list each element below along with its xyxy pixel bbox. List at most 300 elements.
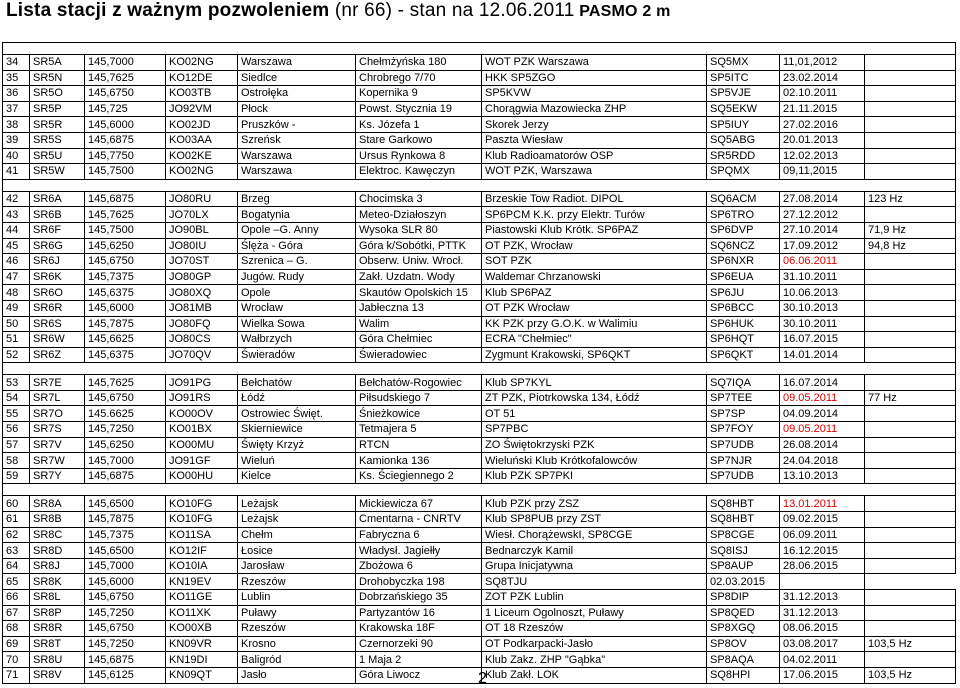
cell-valid-until: 13.10.2013: [780, 468, 865, 484]
cell-city: Szrenica – G.: [238, 254, 356, 270]
cell-callsign: SR6B: [30, 207, 85, 223]
cell-operator: SP5KVW: [482, 86, 707, 102]
cell-address: Wysoka SLR 80: [356, 222, 482, 238]
table-row: [3, 375, 956, 391]
cell-responsible: SP6DVP: [707, 222, 780, 238]
cell-locator: KO02NG: [166, 164, 238, 180]
cell-callsign: SR6R: [30, 300, 85, 316]
cell-callsign: SR7E: [30, 375, 85, 391]
cell-valid-until: 26.08.2014: [780, 437, 865, 453]
table-row: [3, 254, 956, 270]
cell-ctcss: 77 Hz: [865, 390, 956, 406]
cell-operator: Chorągwia Mazowiecka ZHP: [482, 101, 707, 117]
cell-address: Świeradowiec: [356, 347, 482, 363]
gap-cell: [356, 43, 482, 55]
cell-city: Kielce: [238, 468, 356, 484]
cell-valid-until: 04.09.2014: [780, 406, 865, 422]
cell-operator: WOT PZK Warszawa: [482, 55, 707, 71]
cell-operator: Klub Radioamatorów OSP: [482, 148, 707, 164]
cell-locator: KO12IF: [166, 543, 238, 559]
table-row: [3, 574, 956, 590]
cell-callsign: SR6J: [30, 254, 85, 270]
table-row: [3, 86, 956, 102]
cell-locator: KO03TB: [166, 86, 238, 102]
gap-cell: [707, 43, 780, 55]
cell-ctcss: [865, 55, 956, 71]
cell-ctcss: 103,5 Hz: [865, 636, 956, 652]
cell-city: Siedlce: [238, 70, 356, 86]
gap-cell: [865, 179, 956, 191]
cell-callsign: SR8T: [30, 636, 85, 652]
cell-city: Lublin: [238, 590, 356, 606]
cell-ctcss: 71,9 Hz: [865, 222, 956, 238]
cell-responsible: SQ8ISJ: [707, 543, 780, 559]
cell-city: Pruszków -: [238, 117, 356, 133]
table-row: [3, 191, 956, 207]
cell-city: Święty Krzyż: [238, 437, 356, 453]
cell-frequency: 145,6750: [85, 390, 166, 406]
table-row: [3, 132, 956, 148]
cell-nr: 58: [3, 453, 30, 469]
cell-address: Zbożowa 6: [356, 558, 482, 574]
cell-address: Kamionka 136: [356, 453, 482, 469]
cell-frequency: 145,6375: [85, 285, 166, 301]
cell-operator: Klub Zakz. ZHP "Gąbka": [482, 652, 707, 668]
cell-ctcss: 123 Hz: [865, 191, 956, 207]
cell-responsible: SP5IUY: [707, 117, 780, 133]
cell-valid-until: 31.10.2011: [780, 269, 865, 285]
cell-city: Rzeszów: [238, 574, 356, 590]
cell-frequency: 145,6500: [85, 496, 166, 512]
cell-frequency: 145,6000: [85, 574, 166, 590]
cell-operator: WOT PZK, Warszawa: [482, 164, 707, 180]
cell-locator: KN09QT: [166, 667, 238, 683]
table-row: [3, 269, 956, 285]
cell-callsign: SR8D: [30, 543, 85, 559]
cell-locator: KO00HU: [166, 468, 238, 484]
cell-responsible: SP7TEE: [707, 390, 780, 406]
gap-cell: [85, 179, 166, 191]
cell-locator: KO10FG: [166, 496, 238, 512]
cell-ctcss: [865, 527, 956, 543]
table-row: [3, 70, 956, 86]
cell-valid-until: 23.02.2014: [780, 70, 865, 86]
cell-city: Wałbrzych: [238, 332, 356, 348]
cell-valid-until: 13.01.2011: [780, 496, 865, 512]
cell-callsign: SR6O: [30, 285, 85, 301]
cell-responsible: SQ5EKW: [707, 101, 780, 117]
cell-frequency: 145,7500: [85, 164, 166, 180]
cell-city: Ślęża - Góra: [238, 238, 356, 254]
gap-cell: [865, 43, 956, 55]
cell-address: Ks. Ściegiennego 2: [356, 468, 482, 484]
cell-nr: 47: [3, 269, 30, 285]
cell-operator: Skorek Jerzy: [482, 117, 707, 133]
cell-valid-until: 20.01.2013: [780, 132, 865, 148]
cell-nr: 55: [3, 406, 30, 422]
cell-operator: OT Podkarpacki-Jasło: [482, 636, 707, 652]
cell-locator: KO03AA: [166, 132, 238, 148]
cell-responsible: SQ6NCZ: [707, 238, 780, 254]
table-row: [3, 117, 956, 133]
cell-operator: Grupa Inicjatywna: [482, 558, 707, 574]
cell-responsible: SP8XGQ: [707, 621, 780, 637]
cell-nr: 42: [3, 191, 30, 207]
cell-callsign: SR5O: [30, 86, 85, 102]
cell-frequency: 145,6000: [85, 300, 166, 316]
cell-city: Łódź: [238, 390, 356, 406]
gap-cell: [482, 179, 707, 191]
cell-callsign: SR6F: [30, 222, 85, 238]
table-row: [3, 558, 956, 574]
cell-frequency: 145,7500: [85, 222, 166, 238]
cell-nr: 59: [3, 468, 30, 484]
cell-nr: 65: [3, 574, 30, 590]
gap-cell: [166, 43, 238, 55]
cell-locator: JO91PG: [166, 375, 238, 391]
cell-callsign: SR6A: [30, 191, 85, 207]
gap-cell: [482, 484, 707, 496]
cell-nr: 62: [3, 527, 30, 543]
cell-nr: 56: [3, 422, 30, 438]
table-row: [3, 512, 956, 528]
cell-valid-until: 30.10.2013: [780, 300, 865, 316]
cell-callsign: SR6W: [30, 332, 85, 348]
cell-ctcss: [865, 543, 956, 559]
cell-nr: 45: [3, 238, 30, 254]
cell-frequency: 145,6875: [85, 468, 166, 484]
cell-ctcss: [865, 652, 956, 668]
cell-locator: JO80GP: [166, 269, 238, 285]
cell-address: Powst. Stycznia 19: [356, 101, 482, 117]
cell-responsible: SP7NJR: [707, 453, 780, 469]
cell-address: Walim: [356, 316, 482, 332]
cell-address: Kopernika 9: [356, 86, 482, 102]
gap-cell: [707, 363, 780, 375]
cell-ctcss: [865, 558, 956, 574]
cell-callsign: SR8C: [30, 527, 85, 543]
cell-address: Chełmżyńska 180: [356, 55, 482, 71]
cell-locator: JO80CS: [166, 332, 238, 348]
cell-nr: 48: [3, 285, 30, 301]
gap-cell: [3, 484, 30, 496]
cell-operator: SP7PBC: [482, 422, 707, 438]
gap-cell: [707, 484, 780, 496]
cell-callsign: SR5A: [30, 55, 85, 71]
table-row: [3, 101, 956, 117]
cell-callsign: SR8P: [30, 605, 85, 621]
table-row: [3, 527, 956, 543]
gap-cell: [780, 179, 865, 191]
cell-frequency: 145,7750: [85, 148, 166, 164]
cell-callsign: SR7Y: [30, 468, 85, 484]
cell-address: Śnieżkowice: [356, 406, 482, 422]
cell-valid-until: 27.02.2016: [780, 117, 865, 133]
cell-city: Jugów. Rudy: [238, 269, 356, 285]
cell-ctcss: [865, 148, 956, 164]
group-gap: [3, 179, 956, 191]
title-band: PASMO 2 m: [574, 3, 671, 20]
cell-operator: HKK SP5ZGO: [482, 70, 707, 86]
cell-callsign: SR6S: [30, 316, 85, 332]
cell-callsign: SR8U: [30, 652, 85, 668]
cell-valid-until: 31.12.2013: [780, 590, 865, 606]
cell-frequency: 145,6750: [85, 590, 166, 606]
cell-nr: 69: [3, 636, 30, 652]
cell-frequency: 145,7000: [85, 453, 166, 469]
cell-ctcss: [865, 496, 956, 512]
cell-responsible: SQ5MX: [707, 55, 780, 71]
cell-ctcss: [865, 86, 956, 102]
cell-callsign: SR6Z: [30, 347, 85, 363]
cell-address: Góra Liwocz: [356, 667, 482, 683]
cell-frequency: 145,6875: [85, 132, 166, 148]
cell-frequency: 145,6750: [85, 254, 166, 270]
cell-nr: 50: [3, 316, 30, 332]
cell-nr: 63: [3, 543, 30, 559]
cell-valid-until: 16.12.2015: [780, 543, 865, 559]
group-gap: [3, 43, 956, 55]
cell-responsible: SQ8HBT: [707, 496, 780, 512]
cell-nr: 35: [3, 70, 30, 86]
cell-locator: KO11GE: [166, 590, 238, 606]
title-main: Lista stacji z ważnym pozwoleniem: [6, 0, 335, 21]
cell-locator: JO91GF: [166, 453, 238, 469]
cell-operator: Wieluński Klub Krótkofalowców: [482, 453, 707, 469]
cell-nr: 53: [3, 375, 30, 391]
cell-valid-until: 03.08.2017: [780, 636, 865, 652]
table-row: [3, 496, 956, 512]
cell-operator: Klub Zakł. LOK: [482, 667, 707, 683]
cell-ctcss: [865, 164, 956, 180]
gap-cell: [780, 43, 865, 55]
cell-valid-until: 11,01,2012: [780, 55, 865, 71]
cell-nr: 68: [3, 621, 30, 637]
cell-nr: 36: [3, 86, 30, 102]
cell-frequency: 145,6375: [85, 347, 166, 363]
cell-address: Chrobrego 7/70: [356, 70, 482, 86]
cell-city: Jasło: [238, 667, 356, 683]
cell-responsible: SP7UDB: [707, 468, 780, 484]
gap-cell: [482, 363, 707, 375]
cell-ctcss: [865, 117, 956, 133]
cell-frequency: 145,6875: [85, 652, 166, 668]
cell-address: Góra Chełmiec: [356, 332, 482, 348]
cell-city: Chełm: [238, 527, 356, 543]
table-row: [3, 238, 956, 254]
cell-operator: OT 51: [482, 406, 707, 422]
cell-locator: KO10FG: [166, 512, 238, 528]
cell-ctcss: [865, 332, 956, 348]
cell-valid-until: 09.05.2011: [780, 390, 865, 406]
cell-address: Skautów Opolskich 15: [356, 285, 482, 301]
cell-responsible: SP6JU: [707, 285, 780, 301]
cell-responsible: SP6HUK: [707, 316, 780, 332]
cell-responsible: SQ5ABG: [707, 132, 780, 148]
cell-callsign: SR8J: [30, 558, 85, 574]
cell-address: Cmentarna - CNRTV: [356, 512, 482, 528]
cell-city: Płock: [238, 101, 356, 117]
cell-address: Jabłeczna 13: [356, 300, 482, 316]
page-number: 2: [478, 670, 487, 687]
table-row: [3, 437, 956, 453]
cell-ctcss: [865, 300, 956, 316]
cell-address: Meteo-Działoszyn: [356, 207, 482, 223]
group-gap: [3, 363, 956, 375]
cell-operator: OT 18 Rzeszów: [482, 621, 707, 637]
cell-callsign: SR7S: [30, 422, 85, 438]
cell-city: Szreńsk: [238, 132, 356, 148]
cell-callsign: SR5S: [30, 132, 85, 148]
cell-nr: 54: [3, 390, 30, 406]
table-row: [3, 453, 956, 469]
gap-cell: [865, 363, 956, 375]
cell-locator: KN19DI: [166, 652, 238, 668]
cell-operator: Waldemar Chrzanowski: [482, 269, 707, 285]
cell-city: Jarosław: [238, 558, 356, 574]
cell-frequency: 145,6250: [85, 437, 166, 453]
cell-ctcss: [865, 70, 956, 86]
cell-nr: 37: [3, 101, 30, 117]
cell-callsign: SR5R: [30, 117, 85, 133]
cell-locator: KN09VR: [166, 636, 238, 652]
cell-responsible: SR5RDD: [707, 148, 780, 164]
cell-address: Czernorzeki 90: [356, 636, 482, 652]
cell-ctcss: [865, 347, 956, 363]
cell-valid-until: 08.06.2015: [780, 621, 865, 637]
cell-locator: KO10IA: [166, 558, 238, 574]
cell-ctcss: 103,5 Hz: [865, 667, 956, 683]
cell-responsible: SP7SP: [707, 406, 780, 422]
table-row: [3, 148, 956, 164]
cell-callsign: SR7L: [30, 390, 85, 406]
cell-address: Partyzantów 16: [356, 605, 482, 621]
cell-frequency: 145,6750: [85, 621, 166, 637]
table-row: [3, 468, 956, 484]
table-row: [3, 390, 956, 406]
cell-ctcss: [865, 590, 956, 606]
cell-locator: KO12DE: [166, 70, 238, 86]
gap-cell: [30, 179, 85, 191]
cell-frequency: 145,725: [85, 101, 166, 117]
station-table: [2, 42, 956, 684]
cell-nr: 60: [3, 496, 30, 512]
gap-cell: [85, 484, 166, 496]
cell-city: Łosice: [238, 543, 356, 559]
cell-frequency: 145,6500: [85, 543, 166, 559]
cell-city: Bogatynia: [238, 207, 356, 223]
cell-operator: SOT PZK: [482, 254, 707, 270]
cell-city: Opole: [238, 285, 356, 301]
cell-nr: 66: [3, 590, 30, 606]
cell-nr: 71: [3, 667, 30, 683]
cell-locator: JO80XQ: [166, 285, 238, 301]
cell-nr: 49: [3, 300, 30, 316]
cell-locator: KO01BX: [166, 422, 238, 438]
cell-responsible: SPQMX: [707, 164, 780, 180]
cell-operator: OT PZK Wrocław: [482, 300, 707, 316]
cell-locator: JO80FQ: [166, 316, 238, 332]
gap-cell: [166, 179, 238, 191]
cell-responsible: SP8QED: [707, 605, 780, 621]
table-row: [3, 422, 956, 438]
cell-city: Opole –G. Anny: [238, 222, 356, 238]
cell-address: 1 Maja 2: [356, 652, 482, 668]
cell-locator: JO81MB: [166, 300, 238, 316]
cell-callsign: SR6K: [30, 269, 85, 285]
cell-locator: JO90BL: [166, 222, 238, 238]
cell-nr: 38: [3, 117, 30, 133]
cell-callsign: SR6G: [30, 238, 85, 254]
cell-address: Góra k/Sobótki, PTTK: [356, 238, 482, 254]
cell-frequency: 145,6250: [85, 238, 166, 254]
cell-city: Brzeg: [238, 191, 356, 207]
cell-responsible: SQ8HBT: [707, 512, 780, 528]
cell-nr: 51: [3, 332, 30, 348]
cell-address: Zakł. Uzdatn. Wody: [356, 269, 482, 285]
cell-operator: Klub SP8PUB przy ZST: [482, 512, 707, 528]
cell-frequency: 145,6750: [85, 86, 166, 102]
table-row: [3, 207, 956, 223]
cell-locator: JO80IU: [166, 238, 238, 254]
cell-city: Świeradów: [238, 347, 356, 363]
cell-callsign: SR8L: [30, 590, 85, 606]
cell-valid-until: 06.09.2011: [780, 527, 865, 543]
cell-ctcss: [865, 207, 956, 223]
cell-valid-until: 28.06.2015: [780, 558, 865, 574]
cell-ctcss: [865, 285, 956, 301]
cell-valid-until: 09.05.2011: [780, 422, 865, 438]
gap-cell: [356, 484, 482, 496]
cell-locator: JO70QV: [166, 347, 238, 363]
cell-locator: JO92VM: [166, 101, 238, 117]
table-row: [3, 300, 956, 316]
table-row: [3, 590, 956, 606]
cell-callsign: SR8B: [30, 512, 85, 528]
cell-locator: KO02KE: [166, 148, 238, 164]
gap-cell: [3, 363, 30, 375]
cell-callsign: SR8K: [30, 574, 85, 590]
cell-city: Krosno: [238, 636, 356, 652]
cell-responsible: SP6EUA: [707, 269, 780, 285]
cell-address: Chocimska 3: [356, 191, 482, 207]
cell-ctcss: [865, 512, 956, 528]
gap-cell: [30, 363, 85, 375]
cell-ctcss: [865, 254, 956, 270]
cell-operator: ECRA "Chełmiec": [482, 332, 707, 348]
cell-frequency: 145,7250: [85, 422, 166, 438]
cell-ctcss: [865, 132, 956, 148]
cell-operator: Klub SP6PAZ: [482, 285, 707, 301]
cell-nr: 34: [3, 55, 30, 71]
cell-frequency: 145,6125: [85, 667, 166, 683]
table-row: [3, 332, 956, 348]
table-row: [3, 652, 956, 668]
cell-frequency: 145,7625: [85, 375, 166, 391]
gap-cell: [85, 363, 166, 375]
cell-responsible: SQ6ACM: [707, 191, 780, 207]
cell-nr: 46: [3, 254, 30, 270]
cell-locator: KO00OV: [166, 406, 238, 422]
cell-operator: Klub SP7KYL: [482, 375, 707, 391]
cell-valid-until: 17.06.2015: [780, 667, 865, 683]
cell-frequency: 145,7250: [85, 605, 166, 621]
cell-ctcss: [865, 101, 956, 117]
gap-cell: [707, 179, 780, 191]
gap-cell: [780, 484, 865, 496]
cell-nr: 52: [3, 347, 30, 363]
cell-ctcss: [865, 406, 956, 422]
